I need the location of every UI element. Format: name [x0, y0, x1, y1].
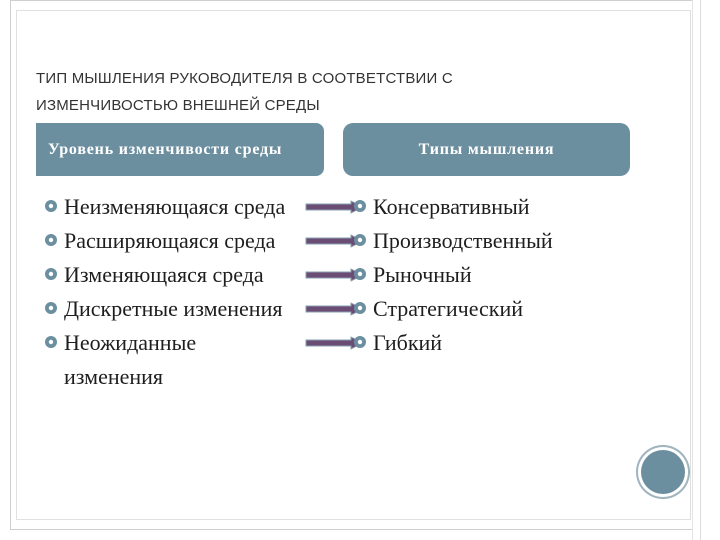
environment-item: [44, 292, 309, 326]
header-environment-variability: [36, 123, 324, 176]
thinking-type-label: Консервативный: [373, 194, 530, 219]
environment-item: [44, 224, 309, 258]
environment-item-label: Расширяющаяся среда: [64, 228, 276, 253]
circle-decoration: [641, 450, 685, 494]
header-left-label: Уровень изменчивости среды: [48, 140, 283, 158]
gear-bullet-icon: [353, 233, 367, 247]
environment-item-label: Дискретные изменения: [64, 296, 283, 321]
environment-item: [44, 258, 309, 292]
environment-list: [44, 190, 309, 394]
environment-item-label: Неизменяющаяся среда: [64, 194, 286, 219]
header-thinking-types: [343, 123, 630, 176]
gear-bullet-icon: [44, 301, 58, 315]
thinking-type-label: Гибкий: [373, 330, 443, 355]
slide-frame-right-band: [692, 0, 720, 540]
environment-item-label: Изменяющаяся среда: [64, 262, 264, 287]
slide-title-line-1: ТИП МЫШЛЕНИЯ РУКОВОДИТЕЛЯ В СООТВЕТСТВИИ С: [36, 70, 453, 87]
header-right-label: Типы мышления: [418, 140, 555, 158]
slide-frame-right-line: [700, 0, 701, 540]
thinking-type-label: Рыночный: [373, 262, 472, 287]
gear-bullet-icon: [44, 267, 58, 281]
thinking-type-item: [353, 224, 633, 258]
gear-bullet-icon: [353, 267, 367, 281]
gear-bullet-icon: [44, 335, 58, 349]
thinking-type-item: [353, 292, 633, 326]
thinking-type-item: [353, 326, 633, 360]
environment-item: [44, 326, 254, 394]
thinking-type-label: Стратегический: [373, 296, 524, 321]
slide-title: [36, 65, 636, 119]
environment-item-label: Неожиданные изменения: [64, 330, 197, 389]
gear-bullet-icon: [353, 199, 367, 213]
environment-item: [44, 190, 309, 224]
gear-bullet-icon: [353, 335, 367, 349]
slide-title-line-2: ИЗМЕНЧИВОСТЬЮ ВНЕШНЕЙ СРЕДЫ: [36, 97, 320, 114]
gear-bullet-icon: [44, 233, 58, 247]
thinking-type-item: [353, 190, 633, 224]
thinking-types-list: [353, 190, 633, 360]
gear-bullet-icon: [44, 199, 58, 213]
thinking-type-label: Производственный: [373, 228, 553, 253]
gear-bullet-icon: [353, 301, 367, 315]
thinking-type-item: [353, 258, 633, 292]
